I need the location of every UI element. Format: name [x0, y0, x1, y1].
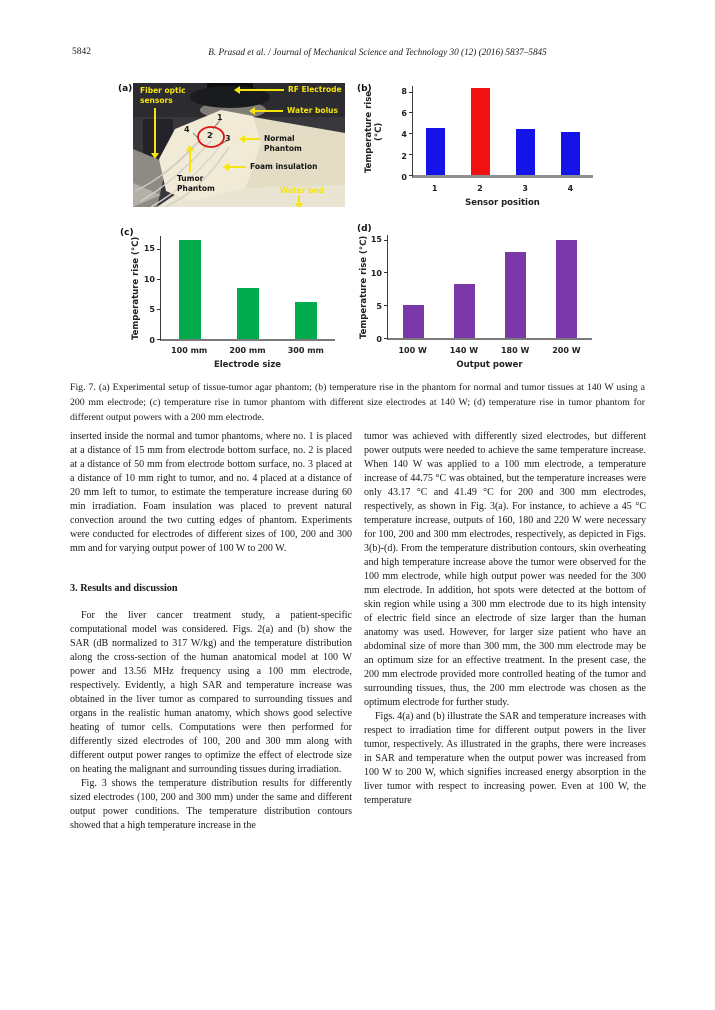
x-axis-categories	[387, 346, 592, 355]
page-header	[70, 47, 645, 61]
bar-300 mm	[295, 302, 316, 339]
y-tick-label: 10	[370, 268, 382, 278]
sensor-number-2: 2	[207, 131, 213, 140]
y-tick-label: 8	[401, 87, 407, 97]
bar-2	[471, 88, 491, 175]
x-axis-label: Electrode size	[213, 360, 282, 370]
bar-slot	[503, 86, 548, 175]
y-axis-label: Temperature rise (°C)	[359, 235, 369, 340]
normal-arrow-icon	[245, 138, 260, 140]
y-axis-label: Temperature rise (°C)	[131, 236, 141, 341]
panel-label-d: (d)	[357, 224, 372, 234]
plot-area	[160, 236, 335, 341]
bar-slot	[219, 236, 277, 339]
y-tick-label: 4	[401, 130, 407, 140]
bar-140 W	[454, 284, 474, 338]
x-category-label: 1	[431, 184, 438, 193]
x-category-label: 200 W	[552, 346, 581, 355]
experimental-setup-photo	[133, 83, 345, 207]
y-tick-mark	[384, 272, 388, 273]
y-tick-label: 0	[149, 336, 155, 345]
y-tick-label: 2	[401, 151, 407, 161]
x-category-label: 140 W	[449, 346, 479, 355]
plot-area	[387, 235, 592, 340]
y-tick-mark	[157, 339, 161, 340]
paragraph: inserted inside the normal and tumor phantoms, where no. 1 is placed at a distance of 15 mm from electrode bottom surface, no. 2 is placed at a distance of 50 mm from electrode bottom surface, no. 3 placed at a distance of 10 mm right to tumor, and no. 4 placed at a distance of 20 mm left to tumor, to estimate the temperature increase during 60 min irradiation. Foam insulation was placed to prevent natural convection around the two cutting edges of phantom. Experiments were conducted for electrodes of different sizes of 100, 200 and 300 mm and for varying output power of 100 W to 200 W.	[70, 431, 352, 554]
panel-label-a: (a)	[118, 84, 133, 94]
y-tick-label: 5	[376, 301, 382, 311]
y-tick-mark	[409, 154, 413, 155]
y-tick-mark	[157, 249, 161, 250]
y-tick-mark	[157, 279, 161, 280]
x-category-label: 180 W	[500, 346, 530, 355]
panel-label-b: (b)	[357, 84, 372, 94]
y-axis-ticks	[361, 235, 385, 344]
plot-area	[412, 86, 593, 178]
sensor-number-3: 3	[225, 134, 231, 143]
label-normal-phantom: Normal Phantom	[264, 134, 302, 153]
page-number: 5842	[72, 47, 91, 57]
bar-slot	[161, 236, 219, 339]
y-tick-mark	[384, 305, 388, 306]
chart-electrode-size	[115, 224, 360, 376]
rf-arrow-icon	[240, 89, 284, 91]
label-water-bolus: Water bolus	[287, 106, 338, 115]
bar-slot	[458, 86, 503, 175]
x-category-label: 2	[477, 184, 483, 193]
figure-7	[70, 80, 645, 378]
bar-4	[561, 132, 581, 175]
paragraph: Fig. 3 shows the temperature distribution results for differently sized electrodes (100, 200 and 300 mm) under the same and different output power conditions. The temperature distribution contours showed that a high temperature increase in the	[70, 778, 352, 831]
x-category-label: 100 W	[398, 346, 427, 355]
sensor-number-4: 4	[184, 125, 190, 134]
y-tick-label: 15	[370, 235, 382, 245]
bar-100 W	[403, 305, 423, 338]
x-axis-label: Output power	[456, 360, 523, 370]
bar-slot	[490, 235, 541, 338]
y-tick-label: 15	[143, 244, 155, 254]
y-axis-ticks	[134, 236, 158, 345]
bar-slot	[439, 235, 490, 338]
y-tick-mark	[409, 92, 413, 93]
bar-3	[516, 129, 536, 175]
bar-200 mm	[237, 288, 258, 339]
body-column-right	[364, 430, 646, 808]
bar-200 W	[556, 240, 576, 338]
bolus-arrow-icon	[255, 110, 283, 112]
x-category-label: 300 mm	[287, 346, 324, 355]
label-rf-electrode: RF Electrode	[288, 85, 342, 94]
y-tick-label: 6	[401, 108, 407, 118]
x-category-label: 200 mm	[229, 346, 266, 355]
y-tick-mark	[409, 112, 413, 113]
y-tick-label: 0	[376, 335, 382, 344]
paragraph: tumor was achieved with differently sized electrodes, but different power outputs were needed to achieve the same temperature increase. When 140 W was applied to a 100 mm electrode, a temperature increase of 44.75 °C was obtained, but the temperature increases were only 43.17 °C and 41.49 °C for 200 and 300 mm electrodes, respectively, as shown in Fig. 3(a). For instance, to achieve a 45 °C temperature increase, outputs of 160, 180 and 220 W were necessary for 100, 200 and 300 mm electrodes, respectively, as depicted in Figs. 3(b)-(d). From the temperature distribution contours, skin overheating and high temperature increase above the tumor were observed for the 100 mm electrode, while high output power was needed for the 300 mm electrode. In addition, hot spots were detected at the bottom of skin region while using a 300 mm electrode due to its high intensity of electric field since an electrode of size larger than the human anatomy was used. However, for larger size patient who have an abdominal size of more than 300 mm, the 300 mm electrode may be an optimum size for an effective treatment. In the present case, the 200 mm electrode provided more controlled heating of the tumor and surrounding tissues, thus, the 200 mm electrode was chosen as the optimum electrode for further study.	[364, 431, 646, 708]
bar-1	[426, 128, 446, 175]
sensor-number-1: 1	[217, 113, 223, 122]
x-category-label: 4	[567, 184, 574, 193]
figure-caption: Fig. 7. (a) Experimental setup of tissue-tumor agar phantom; (b) temperature rise in the phantom for normal and tumor tissues at 140 W using a 200 mm electrode; (c) temperature rise in tumor phantom with different size electrodes at 140 W; (d) temperature rise in tumor phantom for different output powers with a 200 mm electrode.	[70, 382, 645, 423]
bar-slot	[277, 236, 335, 339]
paragraph: Figs. 4(a) and (b) illustrate the SAR and temperature increases with respect to irradiation time for different output powers in the liver tumor, respectively. As illustrated in the graphs, there were increases in SAR and temperature when the output power was increased from 100 W to 200 W, which signifies increased energy absorption in the liver tumor with respect to increasing power. Even at 100 W, the temperature	[364, 711, 646, 806]
fiber-arrow-icon	[154, 108, 156, 153]
running-head: B. Prasad et al. / Journal of Mechanical Science and Technology 30 (12) (2016) 5837–5845	[208, 47, 547, 57]
y-axis-label: Temperature rise (°C)	[364, 90, 384, 174]
y-tick-label: 10	[143, 274, 155, 284]
bar-180 W	[505, 252, 525, 338]
y-tick-label: 0	[401, 173, 407, 182]
bar-slot	[541, 235, 592, 338]
section-heading: 3. Results and discussion	[70, 583, 178, 594]
bar-slot	[413, 86, 458, 175]
x-category-label: 100 mm	[171, 346, 208, 355]
y-tick-mark	[157, 309, 161, 310]
y-tick-mark	[409, 133, 413, 134]
x-axis-categories	[412, 184, 593, 193]
x-category-label: 3	[522, 184, 528, 193]
tumor-arrow-icon	[189, 151, 191, 172]
label-foam-insulation: Foam insulation	[250, 162, 318, 171]
chart-sensor-position	[355, 80, 600, 212]
y-tick-mark	[384, 240, 388, 241]
foam-arrow-icon	[229, 166, 246, 168]
bar-slot	[548, 86, 593, 175]
y-tick-mark	[384, 338, 388, 339]
paragraph: For the liver cancer treatment study, a patient-specific computational model was considered. Figs. 2(a) and (b) show the SAR (dB normalized to 317 W/kg) and the temperature distribution along the cross-section of the human anatomical model at 100 W power and 13.56 MHz frequency using a 100 mm electrode, respectively. Evidently, a high SAR and temperature increase was obtained in the liver tumor as compared to surrounding tissues and organs in the realistic human anatomy, which shows good selective heating of tumor cells. Computations were then performed for differently sized electrodes of 100, 200 and 300 mm along with different output power ranges to optimize the effect of electrode size on heating the malignant and surrounding tissues during irradiation.	[70, 610, 352, 775]
label-tumor-phantom: Tumor Phantom	[177, 174, 215, 193]
body-column-left	[70, 430, 352, 833]
y-axis-ticks	[386, 86, 410, 182]
bar-100 mm	[179, 240, 200, 339]
y-tick-label: 5	[149, 305, 155, 315]
chart-output-power	[355, 224, 605, 376]
bed-arrow-icon	[298, 196, 300, 203]
panel-label-c: (c)	[120, 228, 134, 238]
x-axis-label: Sensor position	[465, 198, 540, 208]
bar-slot	[388, 235, 439, 338]
label-fiber-optic-sensors: Fiber optic sensors	[140, 86, 186, 105]
label-water-bed: Water bed	[280, 186, 324, 195]
y-tick-mark	[409, 175, 413, 176]
x-axis-categories	[160, 346, 335, 355]
